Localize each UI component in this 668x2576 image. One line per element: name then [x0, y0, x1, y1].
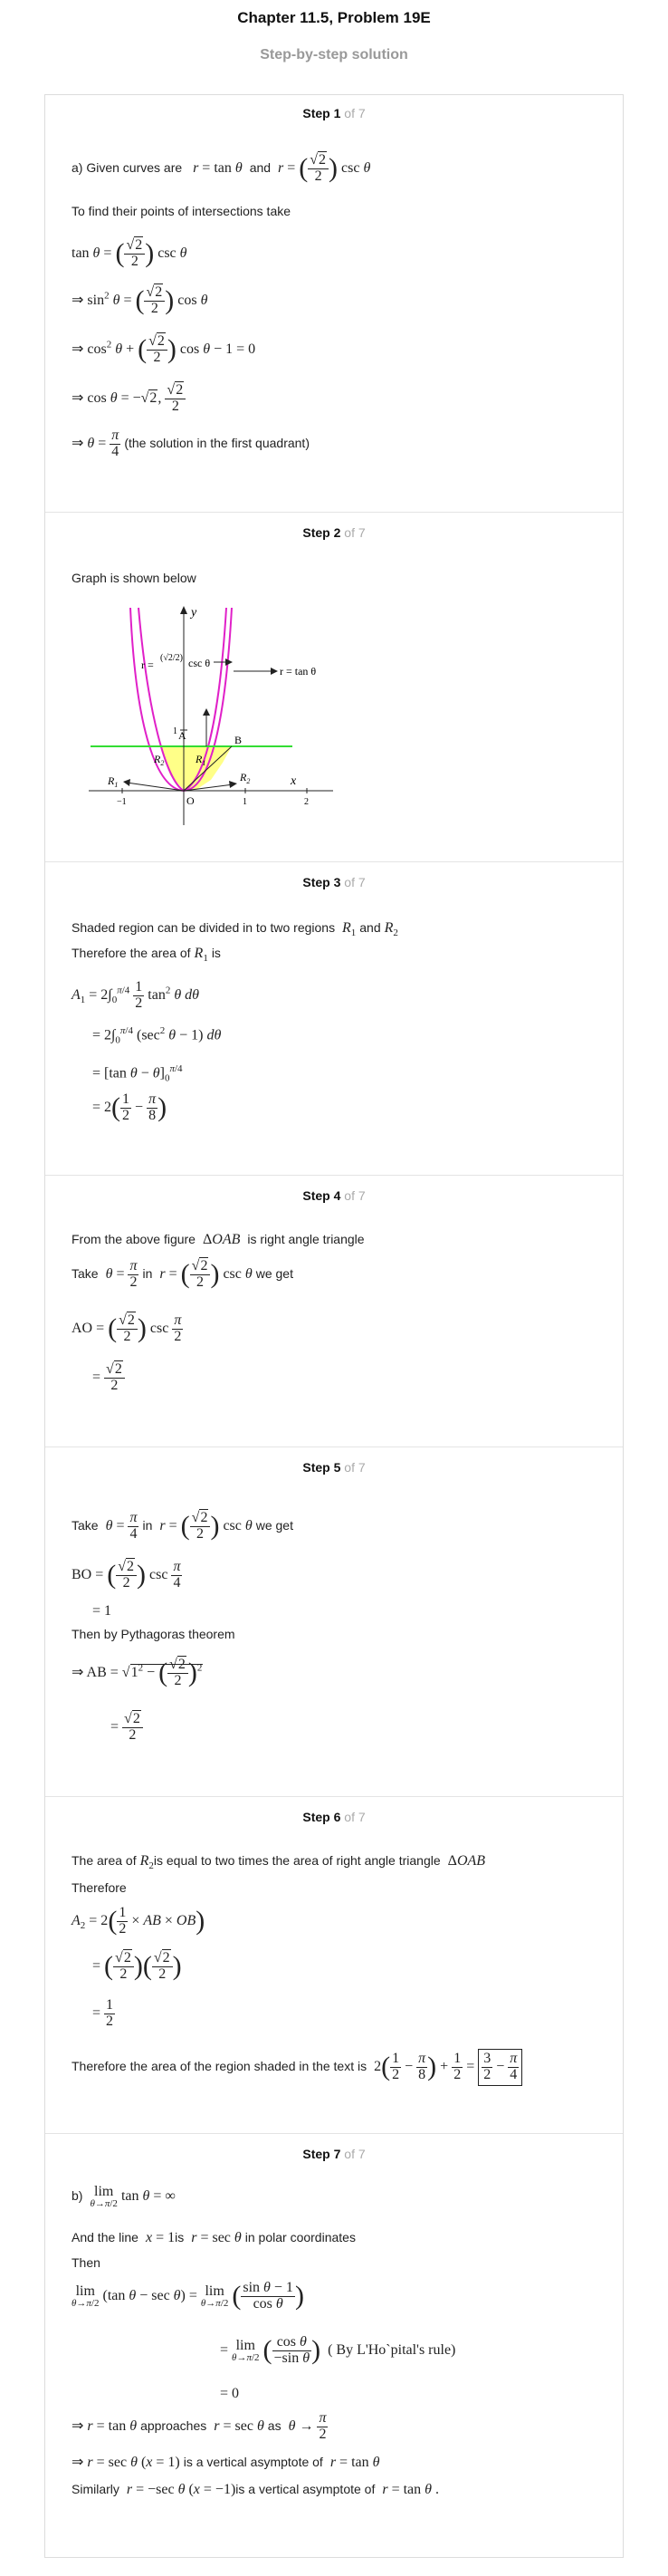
tick-1: 1	[243, 797, 247, 807]
curve1-tail: csc θ	[188, 657, 211, 669]
eq-lim-3: = 0	[220, 2386, 240, 2401]
point-A: A	[178, 729, 186, 742]
region-R2-left: $R_2$	[154, 753, 165, 767]
step-7	[45, 2134, 623, 2556]
eq-integral-1: $A_1 = 2\int_0^{\pi/4}$ $\frac{1}{2}$ $\tan^2 \theta$ dθ	[72, 979, 200, 1011]
eq-A2-3: = $\frac{1}{2}$	[92, 1997, 114, 2029]
eq-BO-2: = 1	[92, 1603, 112, 1619]
final-area-line: Therefore the area of the region shaded in the text is 2( $\frac{1}{2}$ − $\frac{\pi}{8}$ ) + $\frac{1}{2}$ = $\frac{3}{2}$ − $\frac{\pi}{4}$	[72, 2049, 522, 2086]
step-header: Step 5 of 7	[302, 1460, 366, 1475]
page-title: Chapter 11.5, Problem 19E	[237, 9, 431, 26]
step-4	[45, 1176, 623, 1447]
step-5	[45, 1447, 623, 1797]
step-6	[45, 1797, 623, 2134]
pythagoras-line: Then by Pythagoras theorem	[72, 1627, 235, 1641]
eq-AB-1: ⇒ AB = $√1^2$ − ( $\frac{√2}{2}$ )$^2$	[72, 1657, 203, 1688]
therefore-line: Therefore	[72, 1880, 127, 1895]
eq-A2-1: $A_2 = 2$( $\frac{1}{2}$ × AB × OB)	[72, 1905, 205, 1937]
eq-AO-2: = $\frac{√2}{2}$	[92, 1362, 125, 1394]
eq-5: ⇒ θ = $\frac{\pi}{4}$ (the solution in the first quadrant)	[72, 428, 310, 459]
eq-A2-2: = ( $\frac{√2}{2}$ )( $\frac{√2}{2}$ )	[92, 1950, 182, 1982]
step-header: Step 1 of 7	[302, 106, 366, 120]
step-2	[45, 513, 623, 862]
then-line: Then	[72, 2255, 100, 2270]
polar-graph	[71, 603, 342, 825]
point-O: O	[186, 794, 195, 807]
curve1-frac: (√2/2)	[160, 653, 183, 663]
graph-caption: Graph is shown below	[72, 571, 196, 585]
take-line: Take θ = $\frac{\pi}{2}$ in r = ( $\frac{√2}{2}$ ) csc θ we get	[72, 1258, 293, 1290]
step-3	[45, 862, 623, 1176]
region-R2-right: $R_2$	[240, 771, 251, 785]
step-header: Step 2 of 7	[302, 525, 366, 540]
eq-3: ⇒ $\cos^2 \theta$ + ( $\frac{√2}{2}$ ) cos θ − 1 = 0	[72, 333, 256, 365]
area-R2-line: The area of $R_2is$ equal to two times the area of right angle triangle ΔOAB	[72, 1853, 486, 1872]
eq-integral-4: = 2( $\frac{1}{2}$ − $\frac{\pi}{8}$ )	[92, 1091, 167, 1123]
region-R1-mid: $R_1$	[196, 753, 206, 767]
point-B: B	[234, 734, 243, 746]
area-line: Therefore the area of $R_1$ is	[72, 946, 221, 965]
eq-1: tan θ = ( $\frac{√2}{2}$ ) csc θ	[72, 237, 187, 269]
line-x1: And the line x = 1is r = sec θ in polar coordinates	[72, 2230, 356, 2245]
take-line: Take θ = $\frac{\pi}{4}$ in r = ( $\frac{√2}{2}$ ) csc θ we get	[72, 1510, 293, 1542]
triangle-line: From the above figure ΔOAB is right angle triangle	[72, 1232, 365, 1247]
asymptote-2: Similarly r = −sec θ (x = −1)is a vertical asymptote of r = tan θ .	[72, 2482, 440, 2497]
x-label: x	[291, 774, 297, 788]
eq-4: ⇒ cos θ = −√2, $\frac{√2}{2}$	[72, 383, 186, 415]
step-1	[45, 95, 623, 513]
eq-AO-1: AO = ( $\frac{√2}{2}$ ) csc $\frac{\pi}{2}$	[72, 1312, 182, 1344]
eq-AB-2: = $\frac{√2}{2}$	[110, 1712, 143, 1744]
approaches-line: ⇒ r = tan θ approaches r = sec θ as θ → $\frac{\pi}{2}$	[72, 2410, 327, 2442]
eq-lim-1: lim θ→π/2 (tan θ − sec θ) = lim θ→π/2 ( $\frac{\text{sin θ − 1}}{\text{cos θ}}$ )	[72, 2280, 304, 2312]
step-header: Step 7 of 7	[302, 2147, 366, 2161]
eq-2: ⇒ $\sin^2 \theta$ = ( $\frac{√2}{2}$ ) cos θ	[72, 284, 208, 316]
region-R1-left: $R_1$	[108, 774, 119, 789]
tick-y1: 1	[173, 726, 177, 736]
step-header: Step 3 of 7	[302, 875, 366, 889]
final-answer-box: $\frac{3}{2}$ − $\frac{\pi}{4}$	[478, 2049, 522, 2086]
tick-neg1: −1	[117, 797, 127, 807]
step-header: Step 6 of 7	[302, 1810, 366, 1824]
limit-line: b) lim θ→π/2 tan θ = ∞	[72, 2184, 176, 2209]
asymptote-1: ⇒ r = sec θ (x = 1) is a vertical asymptote of r = tan θ	[72, 2455, 380, 2470]
curve1-label: r =	[141, 658, 154, 671]
eq-BO-1: BO = ( $\frac{√2}{2}$ ) csc $\frac{\pi}{4}$	[72, 1559, 181, 1591]
eq-integral-2: = $2\int_0^{\pi/4}$ ($\sec^2$ θ − 1) dθ	[92, 1025, 222, 1046]
curve2-label: r = tan θ	[280, 665, 317, 678]
intro-line: To find their points of intersections take	[72, 204, 291, 218]
step-header: Step 4 of 7	[302, 1188, 366, 1203]
tick-2: 2	[304, 797, 309, 807]
regions-line: Shaded region can be divided in to two regions $R_1$ and $R_2$	[72, 920, 398, 939]
page-subtitle: Step-by-step solution	[260, 47, 408, 62]
given-line: a) Given curves are r = tan θ and r = ( $\frac{√2}{2}$ ) csc θ	[72, 152, 371, 184]
eq-integral-3: = [tan $\theta - \theta]_0^{\pi/4}$	[92, 1063, 183, 1084]
eq-lim-2: = lim θ→π/2 ( $\frac{\text{cos θ}}{\text{−sin θ}}$ ) ( By L'Ho`pital's rule)	[220, 2334, 456, 2366]
y-label: y	[191, 606, 197, 620]
